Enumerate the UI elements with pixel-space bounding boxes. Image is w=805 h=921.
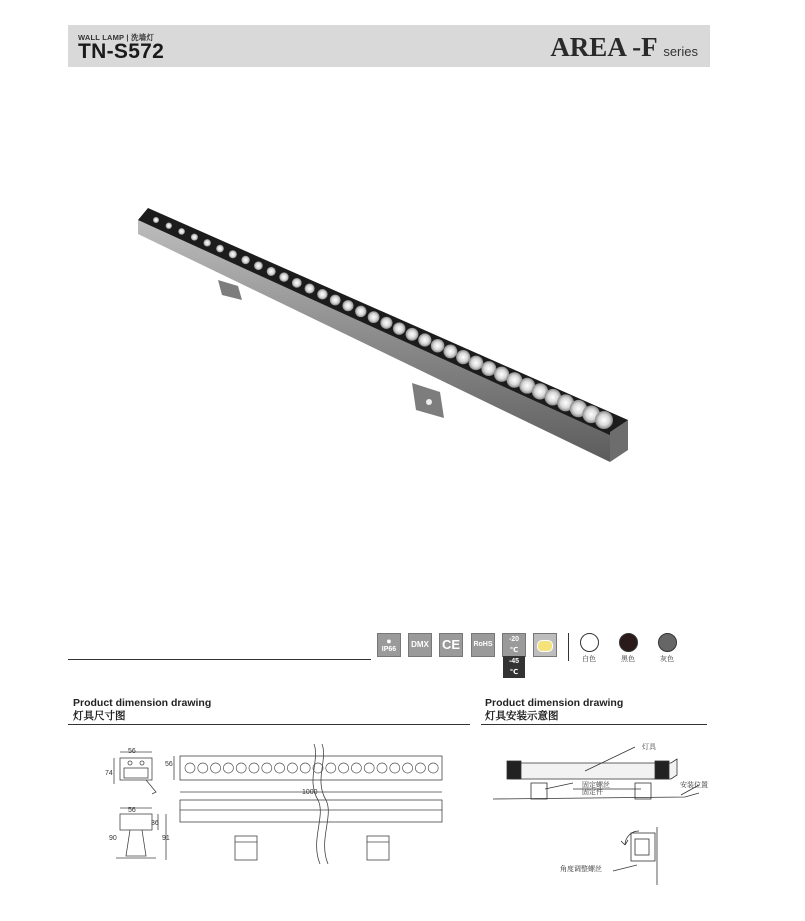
led-outline xyxy=(287,763,297,773)
led-outline xyxy=(377,763,387,773)
dim-length: 1000 xyxy=(302,789,318,796)
led-outline xyxy=(351,763,361,773)
series-suffix: series xyxy=(663,44,698,59)
led-lens xyxy=(166,223,172,229)
install-rule xyxy=(481,724,707,725)
temp-unit-low: ℃ xyxy=(509,647,519,654)
led-lens xyxy=(456,350,470,364)
install-label-position: 安装位置 xyxy=(680,782,708,789)
dimension-title-en: Product dimension drawing xyxy=(73,697,212,709)
led-lenses xyxy=(153,217,613,429)
led-lens xyxy=(368,311,380,323)
install-label-angle-screw: 角度调整螺丝 xyxy=(560,866,602,873)
rohs-label: RoHS xyxy=(473,641,493,648)
led-lens xyxy=(317,289,327,299)
led-lens xyxy=(279,272,288,281)
product-category: WALL LAMP | 洗墙灯 xyxy=(78,33,155,42)
series-title xyxy=(550,32,698,63)
led-lens xyxy=(418,333,431,346)
color-swatch-gray xyxy=(658,633,677,652)
dim-side-depth: 90 xyxy=(109,835,117,842)
dim-side-height: 36 xyxy=(151,820,159,827)
ip66-icon: ● IP66 xyxy=(377,633,401,657)
dimension-title xyxy=(73,697,211,723)
led-lens xyxy=(292,278,302,288)
led-lens xyxy=(380,317,392,329)
led-outline xyxy=(300,763,310,773)
temp-unit-high: ℃ xyxy=(509,669,519,676)
led-outline xyxy=(275,763,285,773)
led-lens xyxy=(153,217,159,223)
led-lens xyxy=(330,295,341,306)
rohs-icon xyxy=(471,633,495,657)
icon-row-rule xyxy=(68,659,371,660)
dim-bracket-width: 56 xyxy=(128,748,136,755)
led-lens xyxy=(267,267,276,276)
dim-bracket-height: 74 xyxy=(105,770,113,777)
led-outline xyxy=(339,763,349,773)
led-outline xyxy=(236,763,246,773)
led-outline xyxy=(403,763,413,773)
install-title xyxy=(485,697,623,723)
led-lens xyxy=(342,300,353,311)
led-outline xyxy=(185,763,195,773)
dim-side-width: 56 xyxy=(128,807,136,814)
led-outline xyxy=(223,763,233,773)
led-outline xyxy=(390,763,400,773)
led-lens xyxy=(241,256,249,264)
install-label-fixing-screw: 固定螺丝 xyxy=(582,782,610,789)
ip66-label: IP66 xyxy=(381,646,397,653)
install-label-fixing-part: 固定件 xyxy=(582,789,603,796)
dim-side-total: 91 xyxy=(162,835,170,842)
dim-front-height: 56 xyxy=(165,761,173,768)
product-model: TN-S572 xyxy=(78,40,165,63)
ce-icon xyxy=(439,633,463,657)
bracket-left xyxy=(218,280,242,300)
color-swatch-black xyxy=(619,633,638,652)
dimension-drawing xyxy=(100,740,450,870)
led-lens xyxy=(393,322,406,335)
temp-low: -20 xyxy=(508,636,520,643)
install-drawing xyxy=(485,735,705,885)
header-bar xyxy=(68,25,710,67)
series-name: AREA -F xyxy=(550,32,657,62)
install-title-en: Product dimension drawing xyxy=(485,697,624,709)
ce-label: CE xyxy=(441,637,461,652)
led-lens xyxy=(178,228,185,235)
dmx-label: DMX xyxy=(411,640,429,649)
led-lens xyxy=(355,306,366,317)
led-outline xyxy=(198,763,208,773)
install-label-lamp: 灯具 xyxy=(642,744,656,751)
temp-high: -45 xyxy=(508,658,520,665)
led-lens xyxy=(595,411,613,429)
divider xyxy=(568,633,569,661)
color-label-white: 白色 xyxy=(582,656,596,663)
led-outline xyxy=(364,763,374,773)
led-outline xyxy=(249,763,259,773)
color-swatch-white xyxy=(580,633,599,652)
led-outline xyxy=(428,763,438,773)
temperature-icon xyxy=(502,633,526,676)
led-outline xyxy=(326,763,336,773)
led-lens xyxy=(254,261,263,270)
led-lens xyxy=(191,234,198,241)
dimension-title-cn: 灯具尺寸图 xyxy=(73,710,126,722)
led-outline xyxy=(262,763,272,773)
led-lens xyxy=(204,239,211,246)
install-title-cn: 灯具安装示意图 xyxy=(485,710,559,722)
dimension-rule xyxy=(68,724,470,725)
color-label-gray: 灰色 xyxy=(660,656,674,663)
led-outline xyxy=(211,763,221,773)
led-lens xyxy=(431,339,445,353)
led-lens xyxy=(443,344,457,358)
led-lens xyxy=(406,328,419,341)
light-icon xyxy=(533,633,557,657)
led-lens xyxy=(469,356,484,371)
color-label-black: 黑色 xyxy=(621,656,635,663)
led-lens xyxy=(229,250,237,258)
product-image xyxy=(130,200,640,490)
led-lens xyxy=(305,284,315,294)
led-outline xyxy=(415,763,425,773)
led-lens xyxy=(216,245,224,253)
dmx-icon xyxy=(408,633,432,657)
